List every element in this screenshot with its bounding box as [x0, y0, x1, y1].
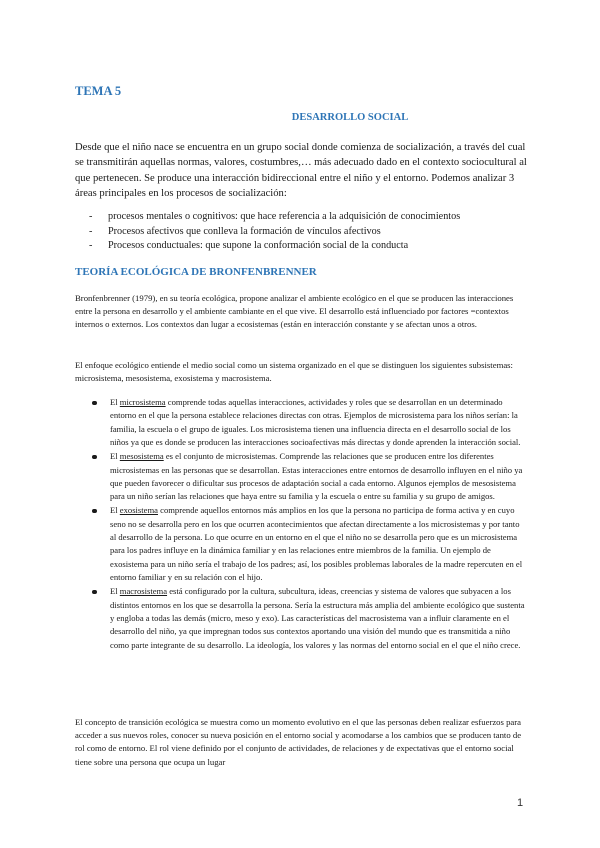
list-item-mesosistema [90, 450, 527, 504]
item-prefix: El [110, 451, 120, 462]
item-text: es el conjunto de microsistemas. Comprende las relaciones que se producen entre los diferentes microsistemas en las personas que se desarrollan. Estas interacciones entre entornos de desarrollo influyen en el niño ya que pueden favorecer o dificultar sus procesos de adaptación social a cada entorno. Algunos ejemplos de mesosistema para un niño serían las relaciones que haya entre su familia y la escuela o entre su familia y su grupo de amigos. [110, 451, 523, 502]
list-item-text: Procesos conductuales: que supone la conformación social de la conducta [108, 240, 409, 252]
item-prefix: El [110, 505, 120, 516]
dash-marker: - [89, 240, 93, 252]
ecological-approach-paragraph: El enfoque ecológico entiende el medio social como un sistema organizado en el que se distinguen los siguientes subsistemas: microsistema, mesosistema, exosistema y macrosistema. [75, 360, 513, 384]
ecological-transition-paragraph: El concepto de transición ecológica se muestra como un momento evolutivo en el que las personas deben realizar esfuerzos para acceder a sus nuevos roles, conocer su nueva posición en el entorno social y acomodarse a los cambios que se producen tanto de rol como de entorno. El rol viene definido por el conjunto de actividades, de relaciones y de expectativas que el entorno social tiene sobre una persona que ocupa un lugar [75, 717, 522, 767]
list-item-exosistema [90, 504, 527, 584]
list-item-text: procesos mentales o cognitivos: que hace referencia a la adquisición de conocimientos [108, 211, 461, 222]
bullet-icon [92, 401, 97, 406]
list-item [75, 210, 527, 225]
intro-paragraph: Desde que el niño nace se encuentra en un grupo social donde comienza de socialización, a través del cual se transmitirán aquellas normas, valores, costumbres,… más adecuado dado en el contexto sociocultural al que pertenecen. Se produce una interacción bidireccional entre el niño y el entorno. Podemos analizar 3 áreas principales en los procesos de socialización: [75, 142, 527, 199]
theory-paragraph: Bronfenbrenner (1979), en su teoría ecológica, propone analizar el ambiente ecológico en el que se producen las interacciones entre la persona en desarrollo y el ambiente cambiante en el que vive. El desarrollo está influenciado por factores =contextos internos o externos. Los contextos dan lugar a ecosistemas (están en interacción constante y se afectan unos a otros. [75, 293, 514, 330]
socialization-areas-list [75, 210, 527, 254]
list-item-text: Procesos afectivos que conlleva la formación de vínculos afectivos [108, 225, 381, 237]
subsystems-list [90, 396, 527, 653]
chapter-heading: TEMA 5 [75, 84, 122, 98]
page-number: 1 [517, 797, 524, 809]
bullet-icon [92, 590, 97, 595]
item-text: está configurado por la cultura, subcultura, ideas, creencias y sistema de valores que subyacen a los distintos entornos en los que se desarrolla la persona. Sería la estructura más amplia del ambiente ecológico que sustenta y engloba a todas las demás (micro, meso y exo). Las características del macrosistema van a influir claramente en el desarrollo del niño, ya que impregnan todos sus contextos aportando una visión del mundo que es transmitida a niño como parte integrante de su desarrollo. La ideología, los valores y las normas del entorno social en el que el niño crece. [110, 586, 525, 650]
item-text: comprende aquellos entornos más amplios en los que la persona no participa de forma activa y en cuyo seno no se desarrolla pero en los que ocurren acontecimientos que afectan directamente a los microsistemas y por tanto al desarrollo de la persona. Lo que ocurre en un entorno en el que el niño no se desarrolla pero que es un microsistema para los padres influye en la dinámica familiar y en las relaciones entre miembros de la familia. Un ejemplo de exosistema para un niño sería el trabajo de los padres; así, los posibles problemas laborales de la madre repercuten en el entorno familiar y en su relación con el hijo. [110, 505, 523, 583]
item-text: comprende todas aquellas interacciones, actividades y roles que se desarrollan en un determinado entorno en el que la persona establece relaciones directas con otras. Ejemplos de microsistema para los niños serían: la familia, la escuela o el grupo de iguales. Los microsistema tienen una influencia directa en el desarrollo social de los niños ya que es donde se producen las interacciones socioafectivas más directas y donde aprenden la interacción social. [110, 397, 521, 448]
term-mesosistema: mesosistema [119, 451, 164, 462]
list-item [75, 239, 527, 254]
term-microsistema: microsistema [119, 397, 166, 407]
term-exosistema: exosistema [119, 505, 158, 516]
bullet-icon [92, 455, 97, 460]
dash-marker: - [89, 211, 93, 222]
list-item [75, 225, 527, 240]
item-prefix: El [110, 586, 120, 597]
item-prefix: El [110, 397, 120, 407]
section-heading: TEORÍA ECOLÓGICA DE BRONFENBRENNER [75, 266, 317, 278]
term-macrosistema: macrosistema [119, 586, 168, 597]
bullet-icon [92, 509, 97, 514]
chapter-title: DESARROLLO SOCIAL [291, 112, 409, 123]
dash-marker: - [89, 225, 93, 237]
list-item-microsistema [90, 396, 527, 450]
list-item-macrosistema [90, 585, 527, 652]
